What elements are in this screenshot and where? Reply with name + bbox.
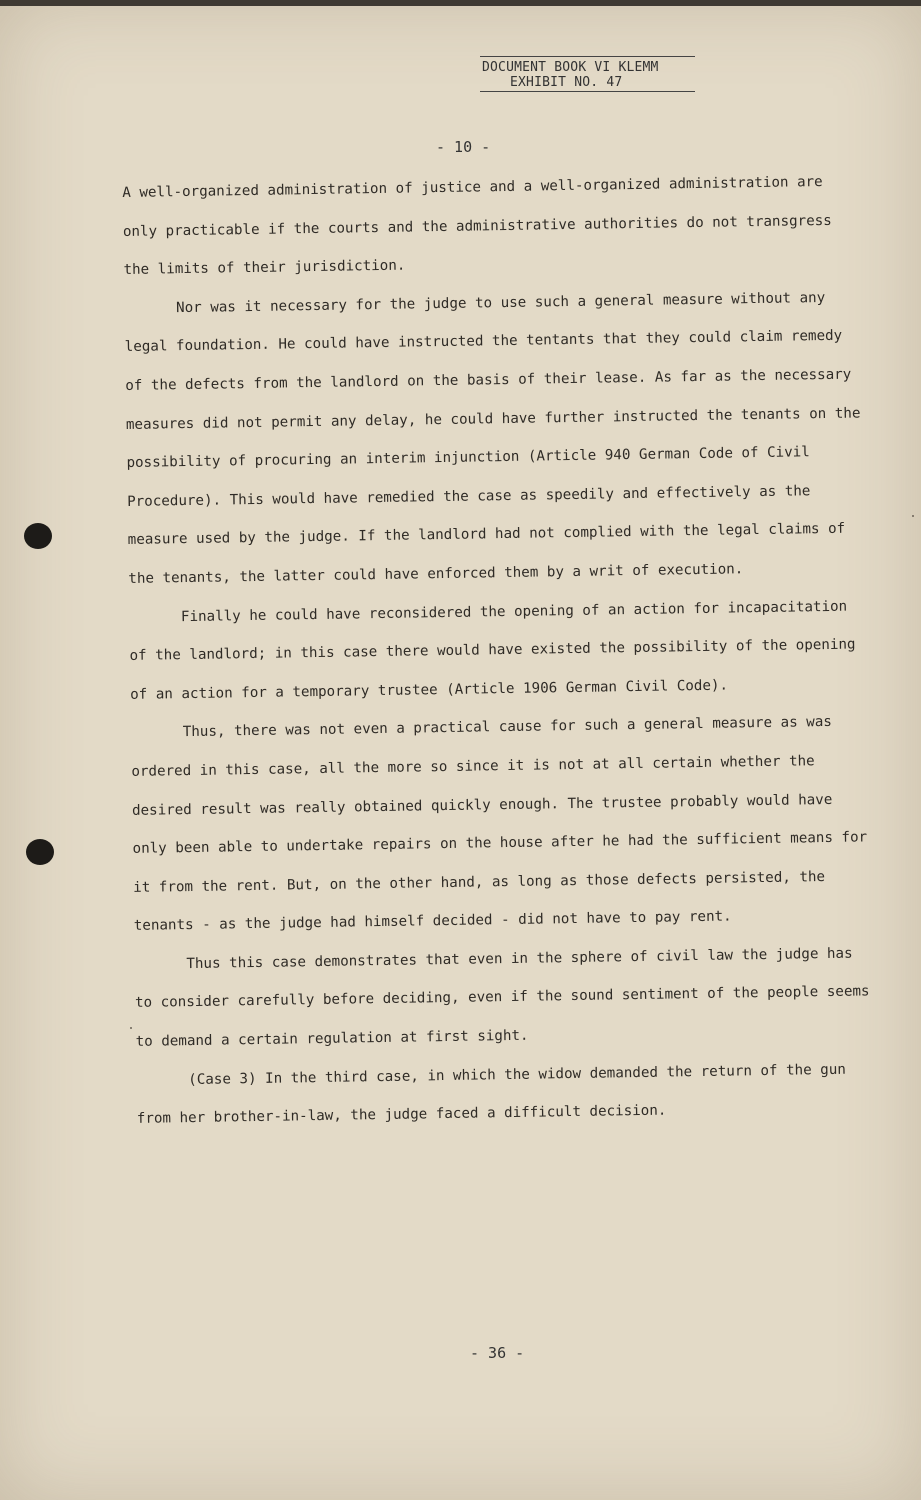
header-top-rule (480, 56, 695, 57)
paragraph-1: A well-organized administration of justice and a well-organized administration are only practicable if the courts and the administrative authorities do not transgress the limits of their jurisdiction. (122, 173, 832, 279)
document-header (480, 56, 695, 92)
paragraph-3: Finally he could have reconsidered the opening of an action for incapacitation of the landlord; in this case there would have existed the possibility of the opening of an action for a temporary trustee (Article 1906 German Civil Code). (129, 598, 856, 703)
punch-hole-upper (24, 523, 52, 549)
body-text (122, 162, 877, 1138)
punch-hole-lower (26, 839, 54, 865)
paragraph-2: Nor was it necessary for the judge to use such a general measure without any legal foundation. He could have instructed the tentants that they could claim remedy of the defects from the landlord on the basis of their lease. As far as the necessary measures did not permit any delay, he could have further instructed the tenants on the possibility of procuring an interim injunction (Article 940 German Code of Civil Procedure). This would have remedied the case as speedily and effectively as the measure used by the judge. If the landlord had not complied with the legal claims of the tenants, the latter could have enforced them by a writ of execution. (124, 289, 861, 587)
document-book-label: DOCUMENT BOOK VI KLEMM (482, 60, 659, 75)
paragraph-4: Thus, there was not even a practical cause for such a general measure as was ordered in this case, all the more so since it is not at all certain whether the desired result was really obtained quickly enough. The trustee probably would have only been able to undertake repairs on the house after he had the sufficient means for it from the rent. But, on the other hand, as long as those defects persisted, the tenants - as the judge had himself decided - did not have to pay rent. (131, 714, 868, 935)
exhibit-number: EXHIBIT NO. 47 (480, 75, 695, 92)
paragraph-6: (Case 3) In the third case, in which the widow demanded the return of the gun from her brother-in-law, the judge faced a difficult decision. (136, 1061, 846, 1128)
page-number-top: - 10 - (436, 138, 491, 156)
page-number-bottom: - 36 - (470, 1344, 525, 1362)
paragraph-5: Thus this case demonstrates that even in the sphere of civil law the judge has to consider carefully before deciding, even if the sound sentiment of the people seems to demand a certain regulation at first sight. (134, 945, 870, 1050)
scan-speck (912, 515, 914, 517)
scan-top-edge (0, 0, 921, 6)
scan-speck (130, 1027, 132, 1029)
